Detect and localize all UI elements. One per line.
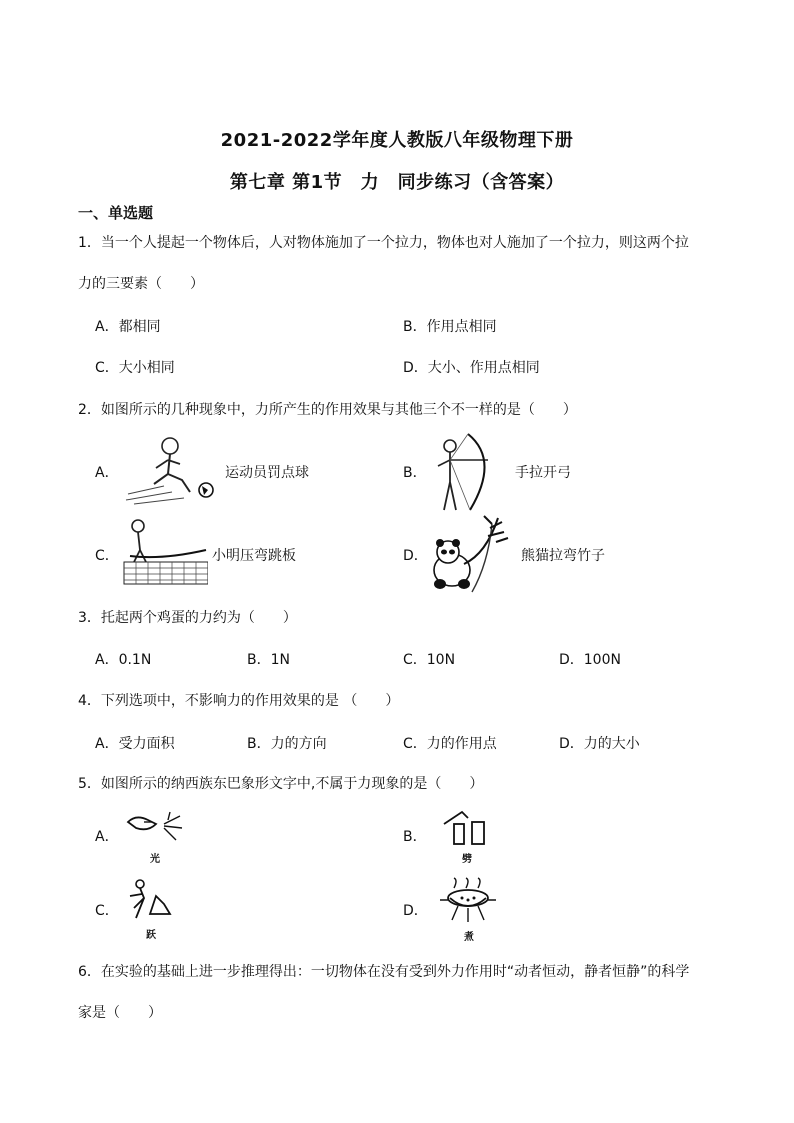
- question-2-caption-c: 小明压弯跳板: [212, 548, 296, 564]
- soccer-player-illustration: [124, 434, 216, 506]
- question-5-glyph-caption-d: 煮: [464, 932, 474, 943]
- question-1-option-d: D．大小、作用点相同: [403, 360, 540, 376]
- question-4-line1: 4．下列选项中，不影响力的作用效果的是 （ ）: [78, 693, 400, 709]
- question-3-option-c: C．10N: [403, 652, 456, 668]
- question-2-option-c: C．: [95, 548, 119, 564]
- dongba-glyph-chop-icon: [440, 808, 490, 848]
- question-1-line1: 1．当一个人提起一个物体后，人对物体施加了一个拉力，物体也对人施加了一个拉力，则这两个拉: [78, 235, 689, 251]
- question-1-line2: 力的三要素（ ）: [78, 276, 204, 292]
- question-5-glyph-caption-b: 劈: [462, 854, 472, 865]
- question-2-option-b: B．: [403, 465, 427, 481]
- question-5-glyph-caption-a: 光: [150, 854, 160, 865]
- section-heading: 一、单选题: [78, 204, 154, 222]
- question-5-option-a: A．: [95, 829, 119, 845]
- document-title: 2021-2022学年度人教版八年级物理下册: [220, 130, 574, 151]
- dongba-glyph-boil-icon: [436, 876, 500, 924]
- dongba-glyph-light-icon: [124, 810, 188, 846]
- panda-bamboo-illustration: [430, 514, 510, 594]
- question-5-option-c: C．: [95, 903, 119, 919]
- diving-board-illustration: [122, 516, 208, 586]
- question-6-line1: 6．在实验的基础上进一步推理得出：一切物体在没有受到外力作用时“动者恒动，静者恒静”的科学: [78, 964, 690, 980]
- question-4-option-d: D．力的大小: [559, 736, 640, 752]
- question-4-option-b: B．力的方向: [247, 736, 327, 752]
- question-1-option-c: C．大小相同: [95, 360, 175, 376]
- question-5-line1: 5．如图所示的纳西族东巴象形文字中,不属于力现象的是（ ）: [78, 776, 484, 792]
- question-2-caption-d: 熊猫拉弯竹子: [521, 548, 605, 564]
- question-2-option-d: D．: [403, 548, 428, 564]
- question-5-option-d: D．: [403, 903, 428, 919]
- question-6-line2: 家是（ ）: [78, 1005, 162, 1021]
- question-3-line1: 3．托起两个鸡蛋的力约为（ ）: [78, 610, 297, 626]
- archer-illustration: [430, 432, 500, 512]
- question-4-option-a: A．受力面积: [95, 736, 175, 752]
- question-3-option-a: A．0.1N: [95, 652, 152, 668]
- question-2-caption-b: 手拉开弓: [515, 465, 571, 481]
- question-3-option-b: B．1N: [247, 652, 290, 668]
- chapter-title: 第七章 第1节 力 同步练习（含答案）: [229, 172, 565, 193]
- question-2-line1: 2．如图所示的几种现象中，力所产生的作用效果与其他三个不一样的是（ ）: [78, 402, 577, 418]
- question-2-option-a: A．: [95, 465, 119, 481]
- question-5-option-b: B．: [403, 829, 427, 845]
- question-1-option-b: B．作用点相同: [403, 319, 497, 335]
- question-4-option-c: C．力的作用点: [403, 736, 497, 752]
- dongba-glyph-jump-icon: [126, 878, 174, 922]
- question-1-option-a: A．都相同: [95, 319, 161, 335]
- question-3-option-d: D．100N: [559, 652, 621, 668]
- question-2-caption-a: 运动员罚点球: [225, 465, 309, 481]
- question-5-glyph-caption-c: 跃: [146, 930, 156, 941]
